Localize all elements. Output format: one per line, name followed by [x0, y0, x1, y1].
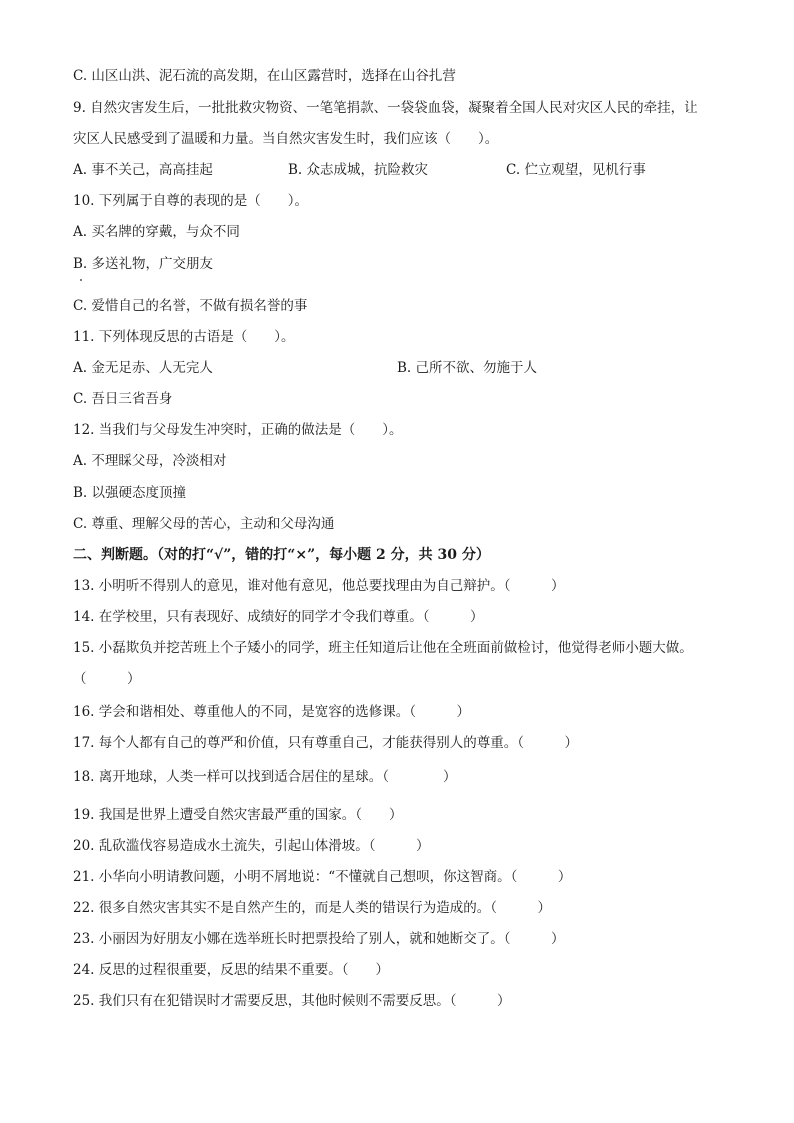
q9-option-c: C. 伫立观望，见机行事 [506, 162, 646, 178]
stray-mark [80, 279, 82, 281]
judge-item-13: 13. 小明听不得别人的意见，谁对他有意见，他总要找理由为自己辩护。（ ） [73, 578, 565, 594]
judge-item-20: 20. 乱砍滥伐容易造成水土流失，引起山体滑坡。（ ） [73, 838, 430, 854]
q11-option-a: A. 金无足赤、人无完人 [73, 360, 213, 376]
judge-item-15-answer: （ ） [73, 671, 141, 687]
judge-item-19: 19. 我国是世界上遭受自然灾害最严重的国家。（ ） [73, 807, 403, 823]
q9-stem-line1: 9. 自然灾害发生后，一批批救灾物资、一笔笔捐款、一袋袋血袋，凝聚着全国人民对灾区人民的牵挂，让 [73, 100, 698, 116]
q11-option-b: B. 己所不欲、勿施于人 [397, 360, 538, 376]
judge-item-18: 18. 离开地球，人类一样可以找到适合居住的星球。（ ） [73, 769, 457, 785]
judge-item-17: 17. 每个人都有自己的尊严和价值，只有尊重自己，才能获得别人的尊重。（ ） [73, 735, 579, 751]
q10-option-a: A. 买名牌的穿戴，与众不同 [73, 224, 240, 240]
q12-option-c: C. 尊重、理解父母的苦心，主动和父母沟通 [73, 516, 335, 532]
q10-stem: 10. 下列属于自尊的表现的是（ ）。 [73, 193, 309, 209]
judge-item-23: 23. 小丽因为好朋友小娜在选举班长时把票投给了别人，就和她断交了。（ ） [73, 931, 565, 947]
q12-stem: 12. 当我们与父母发生冲突时，正确的做法是（ ）。 [73, 422, 403, 438]
q9-option-b: B. 众志成城，抗险救灾 [288, 162, 429, 178]
q11-stem: 11. 下列体现反思的古语是（ ）。 [73, 329, 295, 345]
q8-option-c: C. 山区山洪、泥石流的高发期，在山区露营时，选择在山谷扎营 [73, 68, 456, 84]
judge-item-24: 24. 反思的过程很重要，反思的结果不重要。（ ） [73, 962, 390, 978]
q10-option-c: C. 爱惜自己的名誉，不做有损名誉的事 [73, 298, 308, 314]
judge-item-25: 25. 我们只有在犯错误时才需要反思，其他时候则不需要反思。（ ） [73, 993, 511, 1009]
judge-item-15: 15. 小磊欺负并挖苦班上个子矮小的同学，班主任知道后让他在全班面前做检讨，他觉得老师小题大做。 [73, 640, 693, 656]
judge-item-22: 22. 很多自然灾害其实不是自然产生的，而是人类的错误行为造成的。（ ） [73, 900, 552, 916]
q12-option-a: A. 不理睬父母，冷淡相对 [73, 453, 227, 469]
q9-option-a: A. 事不关己，高高挂起 [73, 162, 213, 178]
section-2-heading: 二、判断题。（对的打“√”，错的打“×”，每小题 2 分，共 30 分） [73, 547, 490, 563]
judge-item-16: 16. 学会和谐相处、尊重他人的不同，是宽容的选修课。（ ） [73, 704, 471, 720]
judge-item-14: 14. 在学校里，只有表现好、成绩好的同学才令我们尊重。（ ） [73, 609, 484, 625]
judge-item-21: 21. 小华向小明请教问题，小明不屑地说：“不懂就自己想呗，你这智商。（ ） [73, 869, 572, 885]
q12-option-b: B. 以强硬态度顶撞 [73, 485, 187, 501]
q11-option-c: C. 吾日三省吾身 [73, 391, 173, 407]
q9-stem-line2: 灾区人民感受到了温暖和力量。当自然灾害发生时，我们应该（ ）。 [73, 131, 499, 147]
q10-option-b: B. 多送礼物，广交朋友 [73, 256, 214, 272]
